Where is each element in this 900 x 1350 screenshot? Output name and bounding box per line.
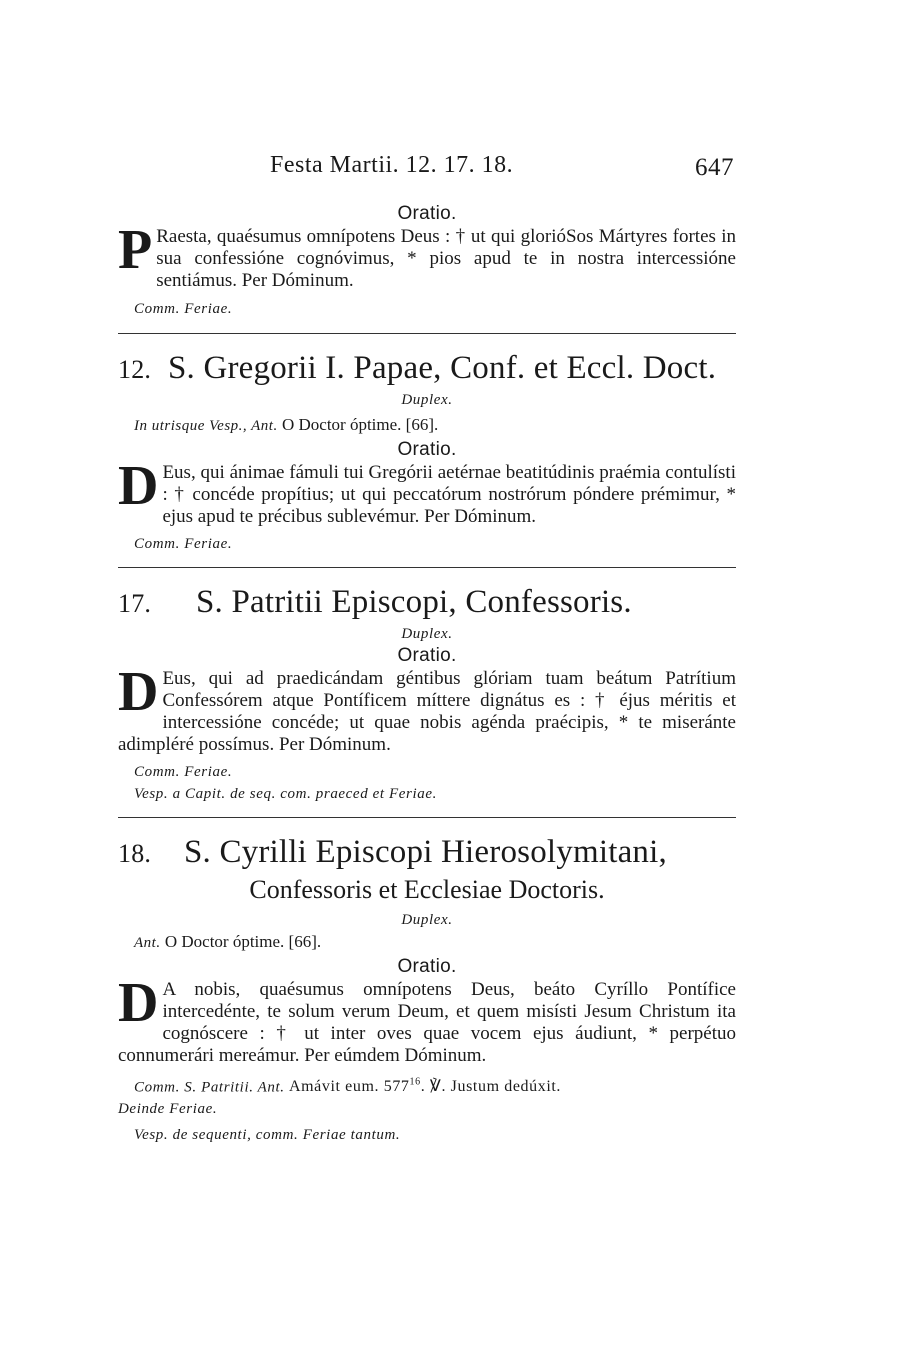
oratio-heading: Oratio. [397,645,457,666]
vespers-antiphon [134,413,736,438]
comm-note: Comm. Feriae. [134,301,233,317]
drop-cap: D [118,455,159,517]
comm-text [289,1078,561,1095]
vespers-antiphon-text: O Doctor óptime. [66]. [281,415,439,434]
comm-versicle: . ℣. Justum dedúxit. [420,1078,562,1096]
oratio-text [118,219,736,292]
drop-cap: D [118,972,159,1034]
comm-note: Comm. Feriae. [134,536,233,552]
antiphon [134,930,736,955]
comm-note: Comm. Feriae. [134,764,233,780]
section-rule [118,333,736,334]
oratio-text [118,661,736,756]
rank-label: Duplex. [401,392,453,408]
feast-name: S. Gregorii I. Papae, Conf. et Eccl. Doct. [168,350,717,386]
page [118,150,736,1146]
comm-antiphon: Amávit eum. 577 [288,1078,410,1096]
comm-label: Comm. S. Patritii. Ant. [134,1079,285,1096]
feast-name: S. Cyrilli Episcopi Hierosolymitani, [184,834,667,870]
deinde-note: Deinde Feriae. [118,1101,218,1118]
rank-label: Duplex. [401,626,453,642]
antiphon-label: Ant. [134,935,161,951]
oratio-heading: Oratio. [397,956,457,977]
oratio-body: Eus, qui ad praedicándam géntibus glóriam tuam beátum Patrítium Confessórem atque Pontíficem míttere dignátus es : † éjus méritis et intercessióne concéde; ut quae nobis agénda praécipis, * te miseránte adimpléré possímus. Per Dóminum. [118,668,736,755]
feast-number: 18. [118,839,152,868]
drop-cap: P [118,219,153,281]
running-head [118,150,736,184]
feast-17 [118,582,736,805]
vespers-note: Vesp. a Capit. de seq. com. praeced et Feriae. [134,786,437,802]
feast-subtitle: Confessoris et Ecclesiae Doctoris. [249,875,605,904]
oratio-heading: Oratio. [397,439,457,460]
oratio-text [118,972,736,1067]
oratio-text [118,455,736,528]
running-head-title: Festa Martii. 12. 17. 18. [270,152,514,178]
feast-title [118,348,736,390]
rank-label: Duplex. [401,912,453,928]
vespers-note: Vesp. de sequenti, comm. Feriae tantum. [134,1127,401,1144]
vespers-antiphon-label: In utrisque Vesp., Ant. [134,418,278,434]
feast-12 [118,348,736,555]
oratio-heading: Oratio. [397,203,457,224]
feast-number: 17. [118,589,152,618]
feast-title [118,832,736,874]
section-rule [118,567,736,568]
feast-number: 12. [118,355,152,384]
feast-title [118,582,736,624]
feast-18 [118,832,736,1146]
section-rule [118,817,736,818]
oratio-body: Raesta, quaésumus omnípotens Deus : † ut qui glorióSos Mártyres fortes in sua confessióne cognóvimus, * pios apud te in nostra intercessióne sentiámus. Per Dóminum. [156,226,736,291]
feast-name: S. Patritii Episcopi, Confessoris. [196,584,632,620]
comm-superscript: 16 [409,1077,421,1088]
page-number: 647 [695,154,734,181]
antiphon-text: O Doctor óptime. [66]. [164,932,322,951]
section-prev [118,202,736,320]
drop-cap: D [118,661,159,723]
oratio-body: A nobis, quaésumus omnípotens Deus, beáto Cyríllo Pontífice intercedénte, te solum verum Deum, et quem misísti Jesum Christum ita cognóscere : † ut inter oves quae vocem ejus áudiunt, * perpétuo connumerári mereámur. Per eúmdem Dóminum. [118,979,736,1066]
oratio-body: Eus, qui ánimae fámuli tui Gregórii aetérnae beatitúdinis praémia contulísti : † concéde propítius; ut qui peccatórum nostrórum póndere prémimur, * ejus apud te précibus sublevémur. Per Dóminum. [162,462,736,527]
comm-note [134,1072,736,1098]
